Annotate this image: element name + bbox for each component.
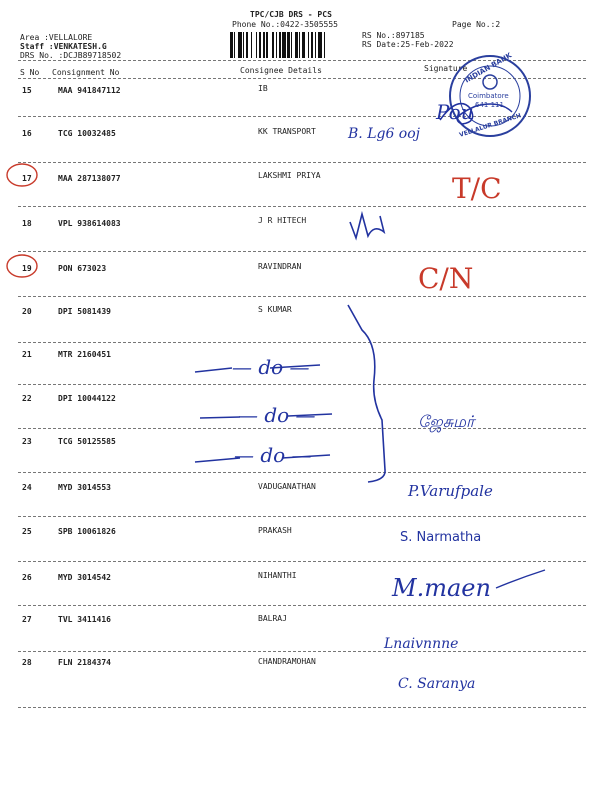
consignee-name: PRAKASH (258, 526, 292, 535)
row-17-note: T/C (452, 172, 502, 205)
row-number: 21 (22, 350, 32, 359)
consignee-name: LAKSHMI PRIYA (258, 171, 321, 180)
row-number: 25 (22, 527, 32, 536)
consignment-number: MYD 3014542 (58, 573, 111, 582)
consignee-name: S KUMAR (258, 305, 292, 314)
rs-number: RS No.:897185 (362, 31, 425, 40)
consignment-number: TCG 10032485 (58, 129, 116, 138)
row-24-signature: P.Varufpale (408, 482, 493, 500)
stamp-bank-name: INDIAN BANK (463, 51, 514, 85)
row-number: 22 (22, 394, 32, 403)
row-19-circle (7, 255, 37, 277)
column-header-consignee: Consignee Details (240, 66, 322, 75)
area-field: Area :VELLALORE (20, 33, 93, 42)
row-16-signature: B. Lg6 ooj (348, 126, 421, 142)
row-number: 16 (22, 129, 32, 138)
stamp-city: Coimbatore (468, 92, 509, 100)
ditto-mark-row-22: — do — (238, 403, 316, 427)
column-header-sno: S No (20, 68, 40, 77)
row-number: 20 (22, 307, 32, 316)
row-25-signature: S. Narmatha (400, 530, 482, 545)
drs-number: DRS No. :DCJB89718502 (20, 51, 122, 60)
rs-date: RS Date:25-Feb-2022 (362, 40, 454, 49)
consignment-number: MAA 287138077 (58, 174, 121, 183)
consignment-number: TCG 50125585 (58, 437, 116, 446)
row-number: 23 (22, 437, 32, 446)
row-18-signature (350, 214, 384, 238)
row-number: 18 (22, 219, 32, 228)
consignment-number: VPL 938614083 (58, 219, 121, 228)
consignment-number: TVL 3411416 (58, 615, 111, 624)
consignment-number: MYD 3014553 (58, 483, 111, 492)
row-19-note: C/N (418, 262, 474, 295)
consignment-number: MAA 941847112 (58, 86, 121, 95)
row-number: 27 (22, 615, 32, 624)
row-number: 28 (22, 658, 32, 667)
row-28-signature: C. Saranya (398, 676, 476, 692)
consignee-name: CHANDRAMOHAN (258, 657, 316, 666)
consignment-number: FLN 2184374 (58, 658, 111, 667)
consignment-number: PON 673023 (58, 264, 107, 273)
stamp-branch: VELLALUR BRANCH (458, 112, 523, 139)
row-22-signature: ஜேசுமர் (418, 412, 475, 431)
ditto-mark-row-23: — do — (234, 443, 312, 467)
column-header-signature: Signature (424, 64, 468, 73)
consignee-name: VADUGANATHAN (258, 482, 316, 491)
row-number: 24 (22, 483, 32, 492)
row-26-signature: M.maen (392, 574, 491, 602)
document-title: TPC/CJB DRS - PCS (250, 10, 332, 19)
consignee-name: IB (258, 84, 268, 93)
row-number: 26 (22, 573, 32, 582)
phone-number: Phone No.:0422-3505555 (232, 20, 338, 29)
consignment-number: SPB 10061826 (58, 527, 116, 536)
row-27-signature: Lnaivnnne (384, 636, 459, 652)
row-number: 19 (22, 264, 32, 273)
row-26-flourish (496, 570, 545, 588)
staff-field: Staff :VENKATESH.G (20, 42, 107, 51)
consignee-name: NIHANTHI (258, 571, 297, 580)
row-number: 15 (22, 86, 32, 95)
stamp-code: 641 111 (475, 101, 504, 109)
column-header-consignment: Consignment No (52, 68, 120, 77)
consignee-name: BALRAJ (258, 614, 287, 623)
consignee-name: RAVINDRAN (258, 262, 302, 271)
page-number: Page No.:2 (452, 20, 501, 29)
consignment-number: DPI 10044122 (58, 394, 116, 403)
consignment-number: DPI 5081439 (58, 307, 111, 316)
row-number: 17 (22, 174, 32, 183)
curly-brace (348, 305, 385, 482)
row-15-signature: Pou (436, 100, 474, 124)
consignee-name: KK TRANSPORT (258, 127, 316, 136)
consignee-name: J R HITECH (258, 216, 307, 225)
consignment-number: MTR 2160451 (58, 350, 111, 359)
ditto-mark-row-21: — do — (232, 355, 310, 379)
row-17-circle (7, 164, 37, 186)
